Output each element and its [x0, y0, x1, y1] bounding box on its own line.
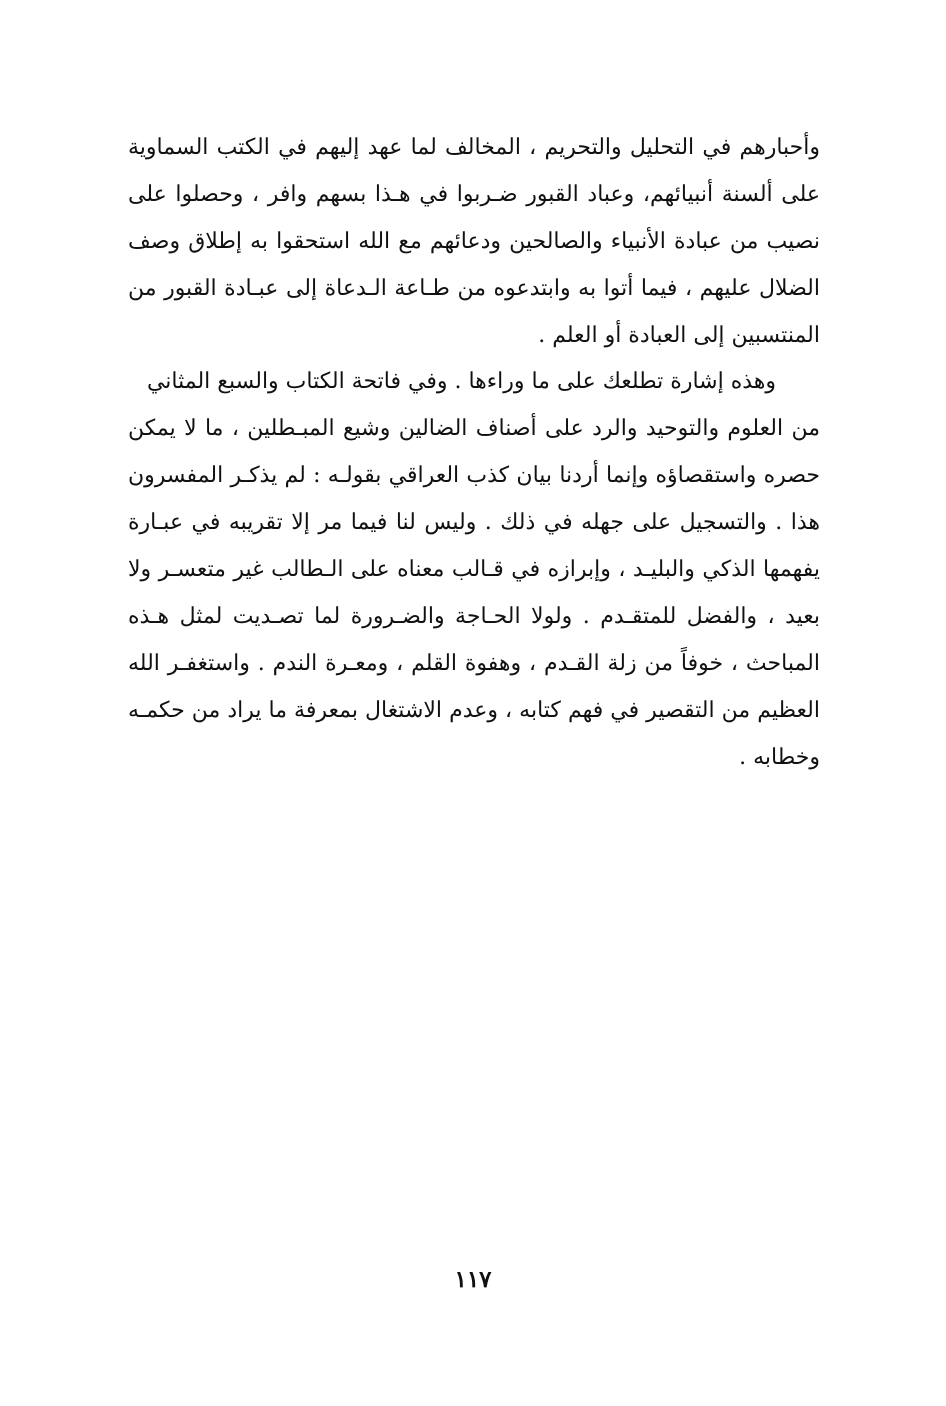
text-line: العظيم من التقصير في فهم كتابه ، وعدم الاشتغال بمعرفة ما يراد من حكمـه	[128, 698, 820, 723]
text-line: يفهمها الذكي والبليـد ، وإبرازه في قـالب معناه على الـطالب غير متعسـر ولا	[128, 557, 820, 582]
text-line: حصره واستقصاؤه وإنما أردنا بيان كذب العراقي بقولـه : لم يذكـر المفسرون	[128, 463, 820, 488]
text-line: وخطابه .	[739, 745, 820, 770]
text-line: وهذه إشارة تطلعك على ما وراءها . وفي فاتحة الكتاب والسبع المثاني	[146, 369, 776, 394]
text-line: الضلال عليهم ، فيما أتوا به وابتدعوه من طـاعة الـدعاة إلى عبـادة القبور من	[128, 276, 820, 301]
text-line: المنتسبين إلى العبادة أو العلم .	[538, 323, 820, 348]
text-line: من العلوم والتوحيد والرد على أصناف الضالين وشيع المبـطلين ، ما لا يمكن	[128, 416, 820, 441]
page-number: ١١٧	[454, 1266, 492, 1293]
paragraph-1	[128, 124, 820, 359]
text-line: بعيد ، والفضل للمتقـدم . ولولا الحـاجة والضـرورة لما تصـديت لمثل هـذه	[128, 604, 820, 629]
text-line: وأحبارهم في التحليل والتحريم ، المخالف لما عهد إليهم في الكتب السماوية	[128, 135, 820, 160]
text-line: نصيب من عبادة الأنبياء والصالحين ودعائهم مع الله استحقوا به إطلاق وصف	[128, 229, 820, 254]
text-line: على ألسنة أنبيائهم، وعباد القبور ضـربوا في هـذا بسهم وافر ، وحصلوا على	[128, 182, 820, 207]
text-line: المباحث ، خوفاً من زلة القـدم ، وهفوة القلم ، ومعـرة الندم . واستغفـر الله	[128, 651, 820, 676]
text-line: هذا . والتسجيل على جهله في ذلك . وليس لنا فيما مر إلا تقريبه في عبـارة	[128, 510, 820, 535]
paragraph-2	[128, 358, 820, 781]
